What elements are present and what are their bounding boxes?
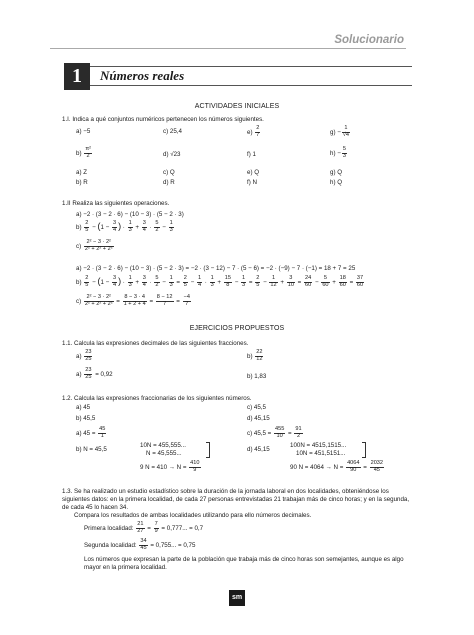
ex11-ans-a: a) $\frac{23}{25}$ = 0,92 (76, 367, 113, 380)
ex11-a: a) $\frac{23}{25}$ (76, 349, 92, 362)
ex12-a: a) 45 (76, 404, 91, 411)
act1-d: d) √23 (163, 151, 181, 158)
ex13-conclusion: Los números que expresan la parte de la población que trabaja más de cinco horas son semejantes, aunque es algo mayor en la primera localidad. (84, 556, 404, 571)
act1-g: g) − $\frac{1}{√4}$ (330, 125, 350, 138)
act1-b: b) $\frac{\text{π²}}{2}$ (76, 146, 91, 159)
act2-ans-c: c) $\frac{\text{2² − 3 · 2²}}{\text{2² + 2² + 2²}}$ = $\frac{8 - 3 \cdot 4}{1 + 2 + 4}$ = $\frac{8 - 12}{7}$ = $\frac{-4}{7}$ (76, 294, 190, 307)
act1-h: h) − $\frac{5}{3}$ (330, 146, 346, 159)
act1-c: c) 25,4 (163, 128, 182, 135)
act2-ans-a: a) −2 · (3 − 2 · 6) − (10 − 3) · (5 − 2 · 3) = −2 · (3 − 12) − 7 · (5 − 6) = −2 · (−9) − 7 · (−1) = 18 + 7 = 25 (76, 265, 356, 272)
header-rule (50, 48, 406, 49)
ex12-ans-a: a) 45 = $\frac{45}{1}$ (76, 426, 106, 439)
act1-e: e) $\frac{2}{7}$ (247, 125, 260, 138)
ex12-prompt: 1.2. Calcula las expresiones fraccionarias de los siguientes números. (62, 395, 252, 402)
chapter-number: 1 (64, 63, 90, 90)
act2-ans-b: b) $\frac{2}{5}$ − (1 − $\frac{3}{4}$ ) · $\frac{1}{3}$ + $\frac{3}{4}$ · $\frac{5}{2}$ − $\frac{1}{3}$ = $\frac{2}{5}$ − $\frac{1}{4}$ · $\frac{1}{3}$ + $\frac{15}{8}$ − $\frac{1}{3}$ = $\frac{2}{5}$ − $\frac{1}{12}$ + $\frac{3}{10}$ = $\frac{24}{60}$ − $\frac{5}{60}$ + $\frac{18}{60}$ = $\frac{37}{60}$ (76, 275, 364, 288)
ex12-ans-d-line2: 10N = 451,5151... (296, 450, 346, 457)
ex13-second: Segunda localidad: $\frac{34}{45}$ = 0,755... = 0,75 (84, 538, 196, 551)
chapter-title: Números reales (100, 68, 185, 83)
chapter-banner (64, 66, 412, 86)
section-activities: ACTIVIDADES INICIALES (194, 103, 280, 110)
ex12-ans-b-line1: 10N = 455,555... (140, 442, 186, 449)
ex12-ans-b-line2: N = 45,555... (146, 450, 182, 457)
act1-a: a) −5 (76, 128, 91, 135)
act1-ans-h: h) Q (330, 179, 343, 186)
act2-b: b) $\frac{2}{5}$ − (1 − $\frac{3}{4}$ ) · $\frac{1}{3}$ + $\frac{3}{4}$ · $\frac{5}{2}$ − $\frac{1}{3}$ (76, 220, 173, 233)
act1-ans-a: a) Z (76, 169, 88, 176)
ex12-ans-b-bracket (206, 442, 210, 458)
act1-ans-d: d) R (163, 179, 175, 186)
ex12-ans-c: c) 45,5 = $\frac{455}{10}$ = $\frac{91}{2}$ (247, 426, 302, 439)
ex12-ans-d: d) 45,15 (247, 446, 270, 453)
publisher-logo: sm (229, 590, 245, 606)
ex13-prompt: 1.3. Se ha realizado un estudio estadístico sobre la duración de la jornada laboral en dos localidades, obteniéndose los siguientes datos: en la primera localidad, de cada 27 personas entrevistadas 21 trabajan más de cinco horas; y en la segunda, de cada 45 lo hacen 34. (62, 488, 410, 511)
ex13-first: Primera localidad: $\frac{21}{27}$ = $\frac{7}{9}$ = 0,777... = 0,7 (84, 521, 204, 534)
ex11-ans-b: b) 1,83 (247, 373, 267, 380)
act2-a: a) −2 · (3 − 2 · 6) − (10 − 3) · (5 − 2 · 3) (76, 211, 184, 218)
ex12-ans-d-bracket (362, 442, 366, 458)
act1-ans-b: b) R (76, 179, 88, 186)
act1-f: f) 1 (247, 151, 256, 158)
ex12-ans-d-line1: 100N = 4515,1515... (290, 442, 347, 449)
ex12-ans-d-line3: 90 N = 4064 → N = $\frac{4064}{90}$ = $\frac{2032}{45}$ (290, 460, 384, 473)
ex12-c: c) 45,5 (247, 404, 266, 411)
ex12-d: d) 45,15 (247, 415, 270, 422)
section-exercises: EJERCICIOS PROPUESTOS (189, 325, 285, 332)
act1-ans-f: f) N (247, 179, 257, 186)
ex11-prompt: 1.1. Calcula las expresiones decimales de las siguientes fracciones. (62, 340, 249, 347)
act1-ans-g: g) Q (330, 169, 343, 176)
ex13-prompt2: Compara los resultados de ambas localidades utilizando para ello números decimales. (74, 512, 312, 519)
act1-prompt: 1.I. Indica a qué conjuntos numéricos pertenecen los números siguientes. (62, 116, 264, 123)
ex12-b: b) 45,5 (76, 415, 96, 422)
ex12-ans-b-line3: 9 N = 410 → N = $\frac{410}{9}$ (140, 460, 200, 473)
act1-ans-c: c) Q (163, 169, 175, 176)
act2-prompt: 1.II Realiza las siguientes operaciones. (62, 200, 170, 207)
ex12-ans-b: b) N = 45,5 (76, 446, 107, 453)
header-title: Solucionario (334, 34, 404, 46)
act1-ans-e: e) Q (247, 169, 260, 176)
act2-c: c) $\frac{\text{2² − 3 · 2²}}{\text{2² + 2² + 2²}}$ (76, 239, 113, 252)
ex11-b: b) $\frac{22}{12}$ (247, 349, 263, 362)
